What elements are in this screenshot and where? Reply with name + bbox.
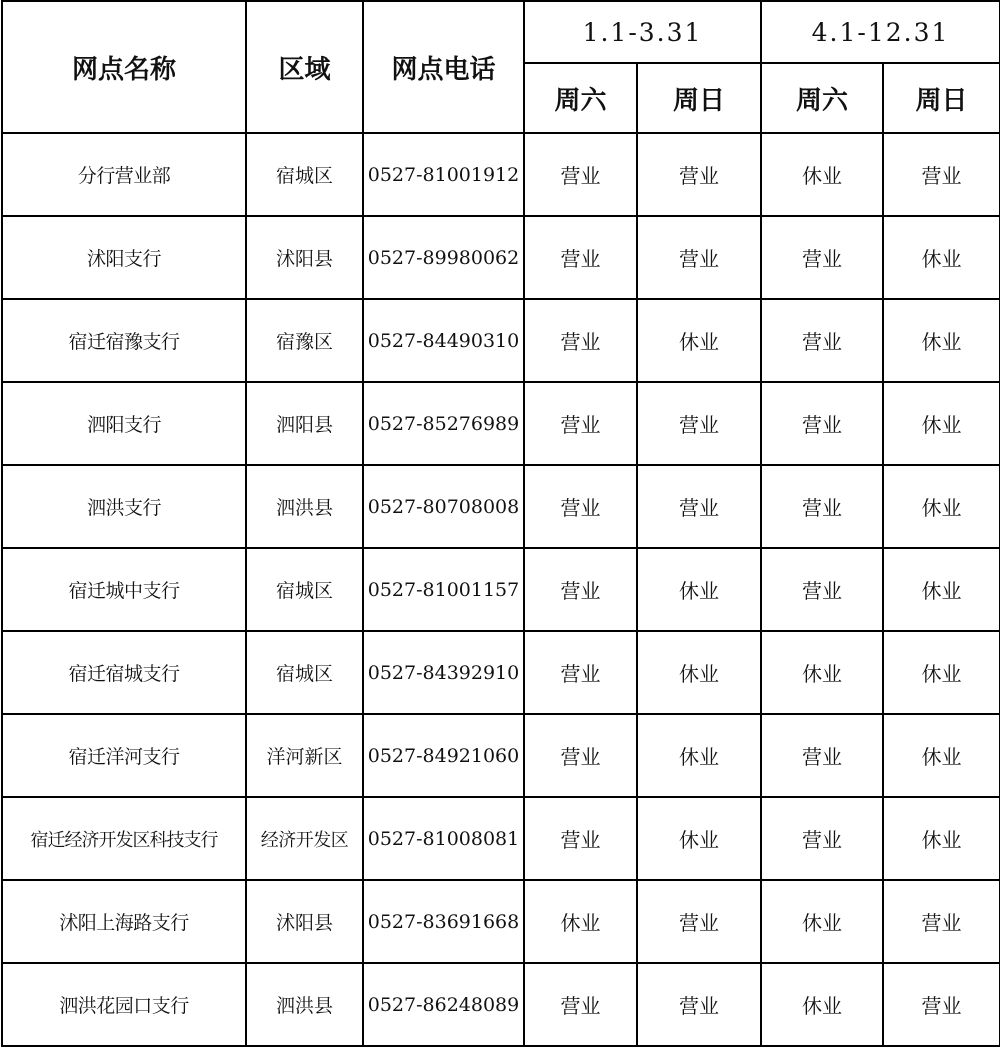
status-cell: 营业 bbox=[883, 880, 1000, 963]
status-cell: 营业 bbox=[637, 216, 761, 299]
region-cell: 宿豫区 bbox=[246, 299, 363, 382]
status-cell: 营业 bbox=[524, 548, 637, 631]
region-cell: 泗阳县 bbox=[246, 382, 363, 465]
status-cell: 营业 bbox=[761, 797, 883, 880]
status-cell: 休业 bbox=[883, 631, 1000, 714]
status-cell: 营业 bbox=[761, 714, 883, 797]
status-cell: 营业 bbox=[761, 382, 883, 465]
header-period-2-sunday: 周日 bbox=[883, 63, 1000, 133]
phone-cell: 0527-84392910 bbox=[363, 631, 524, 714]
status-cell: 休业 bbox=[761, 963, 883, 1046]
branch-name-cell: 分行营业部 bbox=[2, 133, 246, 216]
table-row bbox=[2, 963, 1000, 1046]
status-cell: 休业 bbox=[883, 216, 1000, 299]
phone-cell: 0527-84921060 bbox=[363, 714, 524, 797]
status-cell: 营业 bbox=[637, 382, 761, 465]
table-row bbox=[2, 631, 1000, 714]
branch-name-cell: 泗阳支行 bbox=[2, 382, 246, 465]
status-cell: 休业 bbox=[637, 797, 761, 880]
header-row-top bbox=[2, 1, 1000, 63]
status-cell: 营业 bbox=[883, 133, 1000, 216]
status-cell: 休业 bbox=[637, 714, 761, 797]
branch-name-cell: 沭阳上海路支行 bbox=[2, 880, 246, 963]
status-cell: 休业 bbox=[883, 382, 1000, 465]
table-row bbox=[2, 299, 1000, 382]
status-cell: 休业 bbox=[883, 714, 1000, 797]
status-cell: 营业 bbox=[637, 963, 761, 1046]
region-cell: 泗洪县 bbox=[246, 465, 363, 548]
status-cell: 营业 bbox=[524, 797, 637, 880]
status-cell: 营业 bbox=[761, 299, 883, 382]
branch-name-cell: 宿迁宿豫支行 bbox=[2, 299, 246, 382]
phone-cell: 0527-81008081 bbox=[363, 797, 524, 880]
branch-name-cell: 沭阳支行 bbox=[2, 216, 246, 299]
status-cell: 营业 bbox=[761, 465, 883, 548]
status-cell: 休业 bbox=[883, 465, 1000, 548]
status-cell: 休业 bbox=[637, 299, 761, 382]
branch-name-cell: 宿迁宿城支行 bbox=[2, 631, 246, 714]
status-cell: 休业 bbox=[524, 880, 637, 963]
region-cell: 沭阳县 bbox=[246, 216, 363, 299]
status-cell: 休业 bbox=[761, 133, 883, 216]
region-cell: 沭阳县 bbox=[246, 880, 363, 963]
status-cell: 休业 bbox=[883, 299, 1000, 382]
branch-name-cell: 宿迁城中支行 bbox=[2, 548, 246, 631]
status-cell: 休业 bbox=[637, 548, 761, 631]
header-period-2: 4.1-12.31 bbox=[761, 1, 1000, 63]
status-cell: 营业 bbox=[524, 963, 637, 1046]
region-cell: 宿城区 bbox=[246, 631, 363, 714]
status-cell: 营业 bbox=[761, 216, 883, 299]
header-period-1: 1.1-3.31 bbox=[524, 1, 761, 63]
header-period-2-saturday: 周六 bbox=[761, 63, 883, 133]
phone-cell: 0527-81001912 bbox=[363, 133, 524, 216]
phone-cell: 0527-85276989 bbox=[363, 382, 524, 465]
status-cell: 营业 bbox=[524, 216, 637, 299]
header-branch-name: 网点名称 bbox=[2, 1, 246, 133]
phone-cell: 0527-80708008 bbox=[363, 465, 524, 548]
phone-cell: 0527-89980062 bbox=[363, 216, 524, 299]
status-cell: 营业 bbox=[524, 133, 637, 216]
region-cell: 泗洪县 bbox=[246, 963, 363, 1046]
table-row bbox=[2, 548, 1000, 631]
table-row bbox=[2, 216, 1000, 299]
table-row bbox=[2, 714, 1000, 797]
table-row bbox=[2, 880, 1000, 963]
region-cell: 经济开发区 bbox=[246, 797, 363, 880]
branch-schedule-table bbox=[1, 0, 1000, 1047]
status-cell: 营业 bbox=[761, 548, 883, 631]
branch-name-cell: 宿迁洋河支行 bbox=[2, 714, 246, 797]
table-row bbox=[2, 465, 1000, 548]
phone-cell: 0527-83691668 bbox=[363, 880, 524, 963]
header-phone: 网点电话 bbox=[363, 1, 524, 133]
status-cell: 营业 bbox=[524, 465, 637, 548]
phone-cell: 0527-86248089 bbox=[363, 963, 524, 1046]
table-header bbox=[2, 1, 1000, 133]
status-cell: 休业 bbox=[761, 880, 883, 963]
region-cell: 洋河新区 bbox=[246, 714, 363, 797]
branch-name-cell: 泗洪花园口支行 bbox=[2, 963, 246, 1046]
phone-cell: 0527-84490310 bbox=[363, 299, 524, 382]
header-region: 区域 bbox=[246, 1, 363, 133]
status-cell: 营业 bbox=[637, 133, 761, 216]
status-cell: 营业 bbox=[637, 465, 761, 548]
branch-name-cell: 宿迁经济开发区科技支行 bbox=[2, 797, 246, 880]
status-cell: 营业 bbox=[883, 963, 1000, 1046]
status-cell: 休业 bbox=[761, 631, 883, 714]
status-cell: 营业 bbox=[524, 631, 637, 714]
table-row bbox=[2, 382, 1000, 465]
branch-name-cell: 泗洪支行 bbox=[2, 465, 246, 548]
region-cell: 宿城区 bbox=[246, 548, 363, 631]
status-cell: 营业 bbox=[637, 880, 761, 963]
status-cell: 休业 bbox=[883, 797, 1000, 880]
table-row bbox=[2, 133, 1000, 216]
status-cell: 营业 bbox=[524, 714, 637, 797]
phone-cell: 0527-81001157 bbox=[363, 548, 524, 631]
status-cell: 休业 bbox=[637, 631, 761, 714]
header-period-1-sunday: 周日 bbox=[637, 63, 761, 133]
header-period-1-saturday: 周六 bbox=[524, 63, 637, 133]
status-cell: 营业 bbox=[524, 382, 637, 465]
status-cell: 休业 bbox=[883, 548, 1000, 631]
table-body bbox=[2, 133, 1000, 1046]
region-cell: 宿城区 bbox=[246, 133, 363, 216]
table-row bbox=[2, 797, 1000, 880]
status-cell: 营业 bbox=[524, 299, 637, 382]
